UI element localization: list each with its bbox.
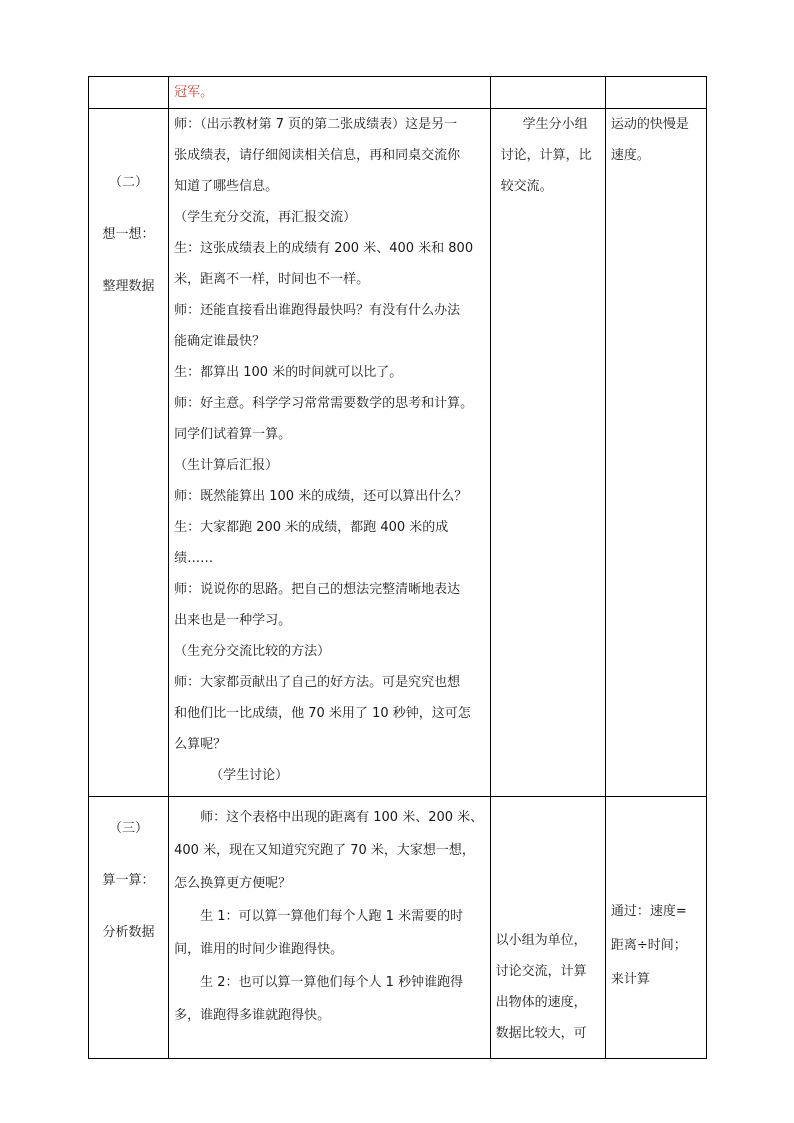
content-line: （学生充分交流，再汇报交流） [174,210,357,225]
intent-line: 通过：速度= [610,904,687,919]
content-line: 米，距离不一样，时间也不一样。 [174,272,370,287]
content-line: 间，谁用的时间少谁跑得快。 [174,942,344,957]
content-line: 生：这张成绩表上的成绩有 200 米、400 米和 800 [174,241,474,256]
section-2-intent [605,109,706,797]
section-title: 算一算： [102,873,155,888]
content-line: 绩…… [174,551,214,566]
content-line: 多，谁跑得多谁就跑得快。 [174,1008,331,1023]
cell-empty [490,77,605,109]
content-line: 同学们试着算一算。 [174,427,292,442]
content-line: 师：既然能算出 100 米的成绩，还可以算出什么？ [174,489,468,504]
content-line: 怎么换算更方便呢？ [174,876,292,891]
section-3-content [169,797,491,1059]
section-3-label [89,797,169,1059]
content-line: 和他们比一比成绩，他 70 米用了 10 秒钟，这可怎 [174,706,471,721]
content-line: 张成绩表，请仔细阅读相关信息，再和同桌交流你 [174,148,461,163]
content-line: 师：大家都贡献出了自己的好方法。可是究究也想 [174,675,461,690]
section-subtitle: 整理数据 [102,279,155,294]
content-line: （学生讨论） [210,768,289,783]
content-line: 生 2：也可以算一算他们每个人 1 秒钟谁跑得 [200,975,464,990]
content-line: （生充分交流比较的方法） [174,644,331,659]
content-line: 么算呢？ [174,737,227,752]
intent-line: 运动的快慢是 [610,117,689,132]
section-3-intent [605,797,706,1059]
content-line: 师：好主意。科学学习常常需要数学的思考和计算。 [174,396,474,411]
section-subtitle: 分析数据 [102,925,155,940]
content-line: 师：说说你的思路。把自己的想法完整清晰地表达 [174,582,461,597]
cell-empty [89,77,169,109]
student-activity-line: 以小组为单位， [495,933,587,948]
content-line: 400 米，现在又知道究究跑了 70 米，大家想一想， [174,843,475,858]
content-line: 生 1：可以算一算他们每个人跑 1 米需要的时 [200,909,464,924]
continuation-text: 冠军。 [174,85,214,100]
intent-line: 来计算 [610,972,650,987]
content-line: 师：这个表格中出现的距离有 100 米、200 米、 [200,810,484,825]
content-line: 师：还能直接看出谁跑得最快吗？有没有什么办法 [174,303,461,318]
student-activity-line: 讨论，计算，比 [500,148,592,163]
student-activity-line: 讨论交流，计算 [495,964,587,979]
content-line: 生：大家都跑 200 米的成绩，都跑 400 米的成 [174,520,449,535]
content-line: 能确定谁最快？ [174,334,266,349]
table-row [89,77,707,109]
section-2-content [169,109,491,797]
content-line: 师：（出示教材第 7 页的第二张成绩表）这是另一 [174,117,458,132]
student-activity-line: 出物体的速度， [495,995,587,1010]
section-number: （二） [109,175,149,190]
content-line: （生计算后汇报） [174,458,279,473]
content-line: 出来也是一种学习。 [174,613,292,628]
content-line: 知道了哪些信息。 [174,179,279,194]
table-row [89,109,707,797]
cell-empty [605,77,706,109]
student-activity-line: 数据比较大，可 [495,1026,587,1041]
section-3-student-activity [490,797,605,1059]
section-title: 想一想： [102,227,155,242]
section-number: （三） [109,821,149,836]
content-line: 生：都算出 100 米的时间就可以比了。 [174,365,403,380]
section-2-label [89,109,169,797]
intent-line: 距离÷时间； [610,938,687,953]
cell-continuation [169,77,491,109]
section-2-student-activity [490,109,605,797]
table-row [89,797,707,1059]
intent-line: 速度。 [610,148,650,163]
lesson-plan-table [88,76,707,1059]
student-activity-line: 较交流。 [500,179,553,194]
student-activity-line: 学生分小组 [522,117,588,132]
